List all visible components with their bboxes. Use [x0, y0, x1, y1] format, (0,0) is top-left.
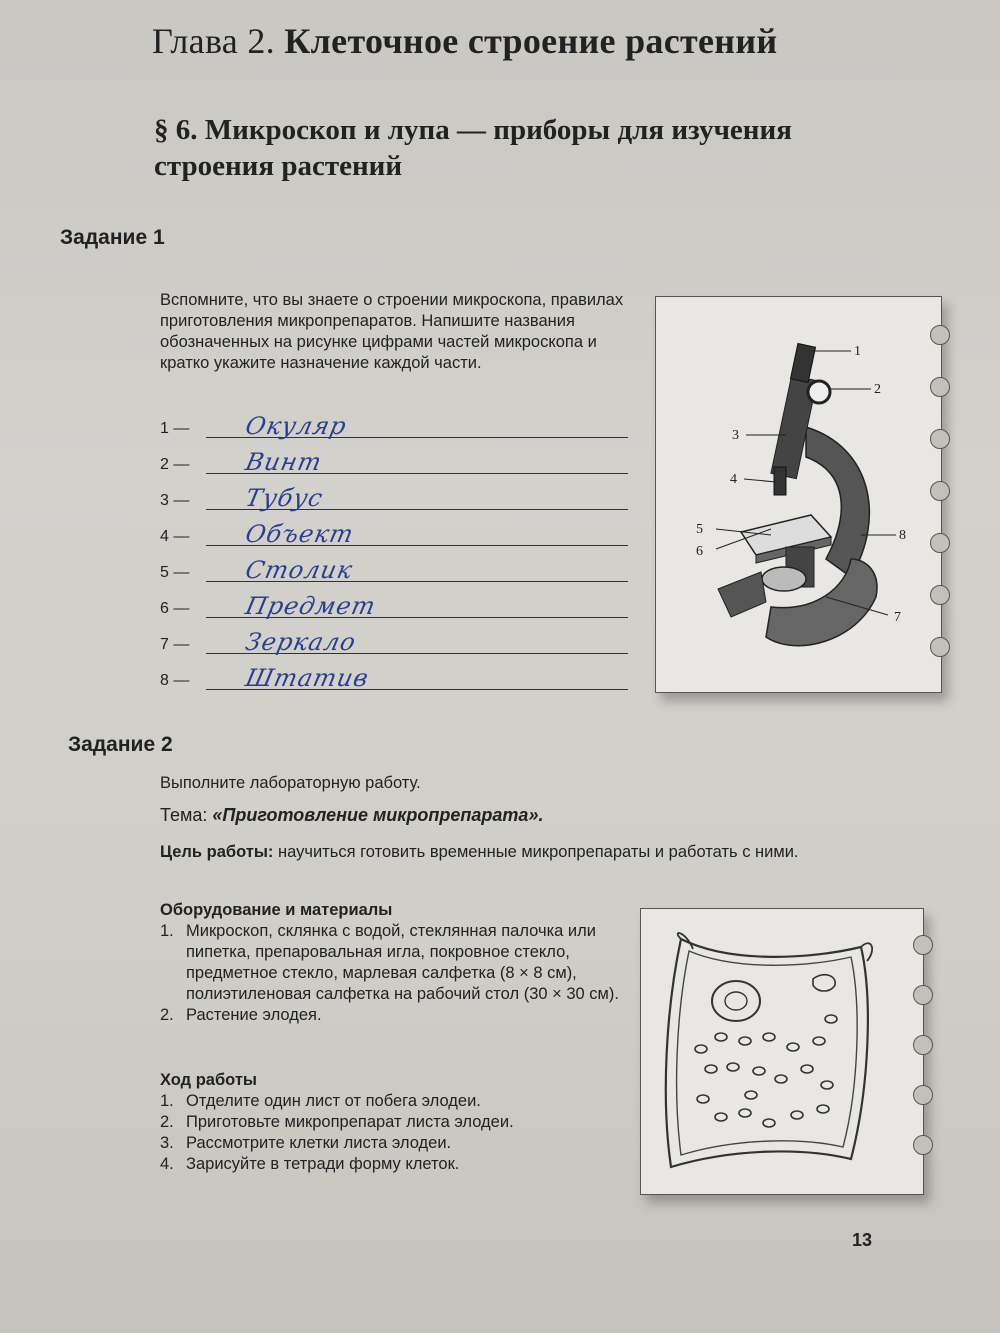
plant-cell-sketch-icon: [641, 909, 911, 1194]
list-item: [160, 1112, 630, 1133]
answer-handwriting: Окуляр: [243, 412, 350, 440]
figure-label: 2: [874, 382, 881, 397]
answer-handwriting: Зеркало: [243, 628, 359, 656]
list-number: 3.: [160, 1134, 174, 1152]
perforation-hole: [913, 935, 933, 955]
perforation-hole: [930, 637, 950, 657]
figure-label: 6: [696, 544, 703, 559]
list-text: Растение элодея.: [186, 1006, 322, 1024]
list-number: 2.: [160, 1113, 174, 1131]
list-item: [160, 1133, 630, 1154]
figure-label: 4: [730, 472, 737, 487]
chapter-heading: [152, 20, 777, 62]
list-number: 4.: [160, 1155, 174, 1173]
list-text: Зарисуйте в тетради форму клеток.: [186, 1155, 460, 1173]
answer-number: 4 —: [160, 528, 190, 545]
list-number: 1.: [160, 922, 174, 940]
answer-number: 6 —: [160, 600, 190, 617]
page-number: 13: [852, 1230, 873, 1250]
answer-field[interactable]: [206, 407, 628, 438]
list-item: [160, 1154, 630, 1175]
topic-value: «Приготовление микропрепарата».: [212, 805, 544, 825]
answer-number: 5 —: [160, 564, 190, 581]
answer-field[interactable]: [206, 659, 628, 690]
perforation-hole: [913, 985, 933, 1005]
answer-field[interactable]: [206, 623, 628, 654]
answer-field[interactable]: [206, 443, 628, 474]
list-number: 1.: [160, 1092, 174, 1110]
answer-row: [160, 654, 640, 690]
answer-number: 8 —: [160, 672, 190, 689]
answer-handwriting: Тубус: [243, 484, 326, 512]
answer-row: [160, 582, 640, 618]
figure-label: 1: [854, 344, 861, 359]
list-item: [160, 1091, 630, 1112]
task1-title: Задание 1: [60, 226, 165, 249]
cell-drawing-card[interactable]: [640, 908, 924, 1195]
answer-field[interactable]: [206, 551, 628, 582]
answer-number: 2 —: [160, 456, 190, 473]
perforation-hole: [930, 325, 950, 345]
task2-topic: [160, 805, 543, 826]
figure-label: 3: [732, 428, 739, 443]
microscope-icon: [656, 297, 926, 692]
task2-intro: Выполните лабораторную работу.: [160, 774, 421, 792]
chapter-title: Клеточное строение растений: [284, 21, 778, 61]
perforation-hole: [913, 1135, 933, 1155]
answer-handwriting: Столик: [243, 556, 356, 584]
equipment-list: [160, 921, 620, 1026]
answer-number: 3 —: [160, 492, 190, 509]
list-text: Отделите один лист от побега элодеи.: [186, 1092, 481, 1110]
task2-title: Задание 2: [68, 733, 173, 756]
topic-label: Тема:: [160, 805, 208, 825]
list-text: Приготовьте микропрепарат листа элодеи.: [186, 1113, 514, 1131]
figure-label: 5: [696, 522, 703, 537]
list-text: Микроскоп, склянка с водой, стеклянная палочка или пипетка, препаровальная игла, покровное стекло, предметное стекло, марлевая салфетка (8 × 8 см), полиэтиленовая салфетка на рабочий стол (30 × 30 см).: [186, 922, 619, 1003]
goal-text: научиться готовить временные микропрепараты и работать с ними.: [278, 843, 799, 861]
perforation-hole: [930, 533, 950, 553]
list-item: [160, 1005, 620, 1026]
answer-row: [160, 510, 640, 546]
section-title: § 6. Микроскоп и лупа — приборы для изучения строения растений: [154, 114, 792, 182]
figure-label: 8: [899, 528, 906, 543]
procedure-list: [160, 1091, 630, 1175]
perforation-hole: [930, 429, 950, 449]
answer-field[interactable]: [206, 479, 628, 510]
answer-number: 1 —: [160, 420, 190, 437]
answer-handwriting: Предмет: [243, 592, 379, 620]
answer-row: [160, 402, 640, 438]
answer-row: [160, 474, 640, 510]
chapter-prefix: Глава 2.: [152, 21, 275, 61]
answer-number: 7 —: [160, 636, 190, 653]
equipment-section: [160, 900, 620, 1026]
equipment-heading: Оборудование и материалы: [160, 901, 393, 919]
perforation-hole: [930, 481, 950, 501]
task2-goal: [160, 842, 900, 863]
list-item: [160, 921, 620, 1005]
figure-label: 7: [894, 610, 901, 625]
perforation-hole: [930, 377, 950, 397]
answer-field[interactable]: [206, 515, 628, 546]
answer-handwriting: Винт: [243, 448, 325, 476]
list-text: Рассмотрите клетки листа элодеи.: [186, 1134, 452, 1152]
answer-row: [160, 438, 640, 474]
microscope-figure-card: [655, 296, 942, 693]
goal-label: Цель работы:: [160, 843, 274, 861]
perforation-hole: [930, 585, 950, 605]
answer-row: [160, 546, 640, 582]
answer-handwriting: Объект: [243, 520, 357, 548]
procedure-heading: Ход работы: [160, 1071, 257, 1089]
procedure-section: [160, 1070, 630, 1175]
perforation-hole: [913, 1035, 933, 1055]
perforation-hole: [913, 1085, 933, 1105]
answer-row: [160, 618, 640, 654]
answer-field[interactable]: [206, 587, 628, 618]
answer-handwriting: Штатив: [243, 664, 372, 692]
task1-answers: [160, 402, 640, 690]
list-number: 2.: [160, 1006, 174, 1024]
task1-instructions: Вспомните, что вы знаете о строении микроскопа, правилах приготовления микропрепаратов. Напишите названия обозначенных на рисунке цифрами частей микроскопа и кратко укажите назначение каждой части.: [160, 291, 624, 372]
